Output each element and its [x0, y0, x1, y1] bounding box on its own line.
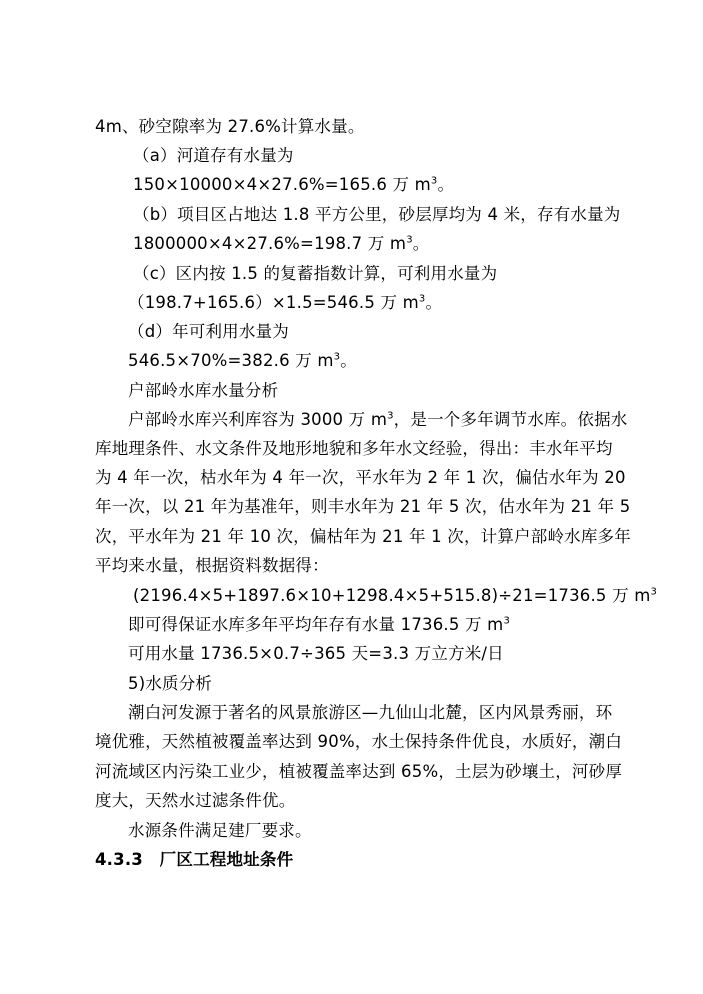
text-line: 即可得保证水库多年平均年存有水量 1736.5 万 $m^3$ — [128, 615, 511, 634]
paragraph-line: 境优雅，天然植被覆盖率达到 90%，水土保持条件优良，水质好，潮白 — [95, 732, 623, 751]
text-line: （b）项目区占地达 1.8 平方公里，砂层厚均为 4 米，存有水量为 — [133, 205, 621, 224]
formula-line: (2196.4×5+1897.6×10+1298.4×5+515.8)÷21=1736.5 万 $m^3$ — [133, 586, 658, 605]
paragraph-line: 潮白河发源于著名的风景旅游区—九仙山北麓，区内风景秀丽，环 — [128, 703, 613, 722]
section-title: 户部岭水库水量分析 — [128, 381, 279, 400]
text-line: （c）区内按 1.5 的复蓄指数计算，可利用水量为 — [133, 264, 498, 283]
paragraph-line: 库地理条件、水文条件及地形地貌和多年水文经验，得出：丰水年平均 — [95, 439, 613, 458]
section-title: 5)水质分析 — [128, 674, 213, 693]
paragraph-line: 年一次，以 21 年为基准年，则丰水年为 21 年 5 次，估水年为 21 年 5 — [95, 497, 631, 516]
text-line: （d）年可利用水量为 — [128, 322, 289, 341]
paragraph-line: 河流域区内污染工业少，植被覆盖率达到 65%，土层为砂壤土，河砂厚 — [95, 762, 623, 781]
formula-line: 1800000×4×27.6%=198.7 万 $m^3$。 — [133, 234, 430, 253]
paragraph-line: 平均来水量，根据资料数据得： — [95, 556, 329, 575]
paragraph-line: 次，平水年为 21 年 10 次，偏枯年为 21 年 1 次，计算户部岭水库多年 — [95, 527, 631, 546]
text-line: 4m、砂空隙率为 27.6%计算水量。 — [95, 117, 365, 136]
paragraph-line: 水源条件满足建厂要求。 — [128, 821, 312, 840]
text-line: （a）河道存有水量为 — [133, 146, 294, 165]
paragraph-line: 户部岭水库兴利库容为 3000 万 $m^3$，是一个多年调节水库。依据水 — [128, 410, 628, 429]
formula-line: （198.7+165.6）×1.5=546.5 万 $m^3$。 — [128, 293, 443, 312]
text-line: 可用水量 1736.5×0.7÷365 天=3.3 万立方米/日 — [128, 644, 504, 663]
paragraph-line: 度大，天然水过滤条件优。 — [95, 791, 296, 810]
formula-line: 150×10000×4×27.6%=165.6 万 $m^3$。 — [133, 175, 455, 194]
paragraph-line: 为 4 年一次，枯水年为 4 年一次，平水年为 2 年 1 次，偏估水年为 20 — [95, 468, 626, 487]
formula-line: 546.5×70%=382.6 万 $m^3$。 — [128, 351, 357, 370]
heading-4-3-3: 4.3.3 厂区工程地址条件 — [95, 850, 294, 869]
